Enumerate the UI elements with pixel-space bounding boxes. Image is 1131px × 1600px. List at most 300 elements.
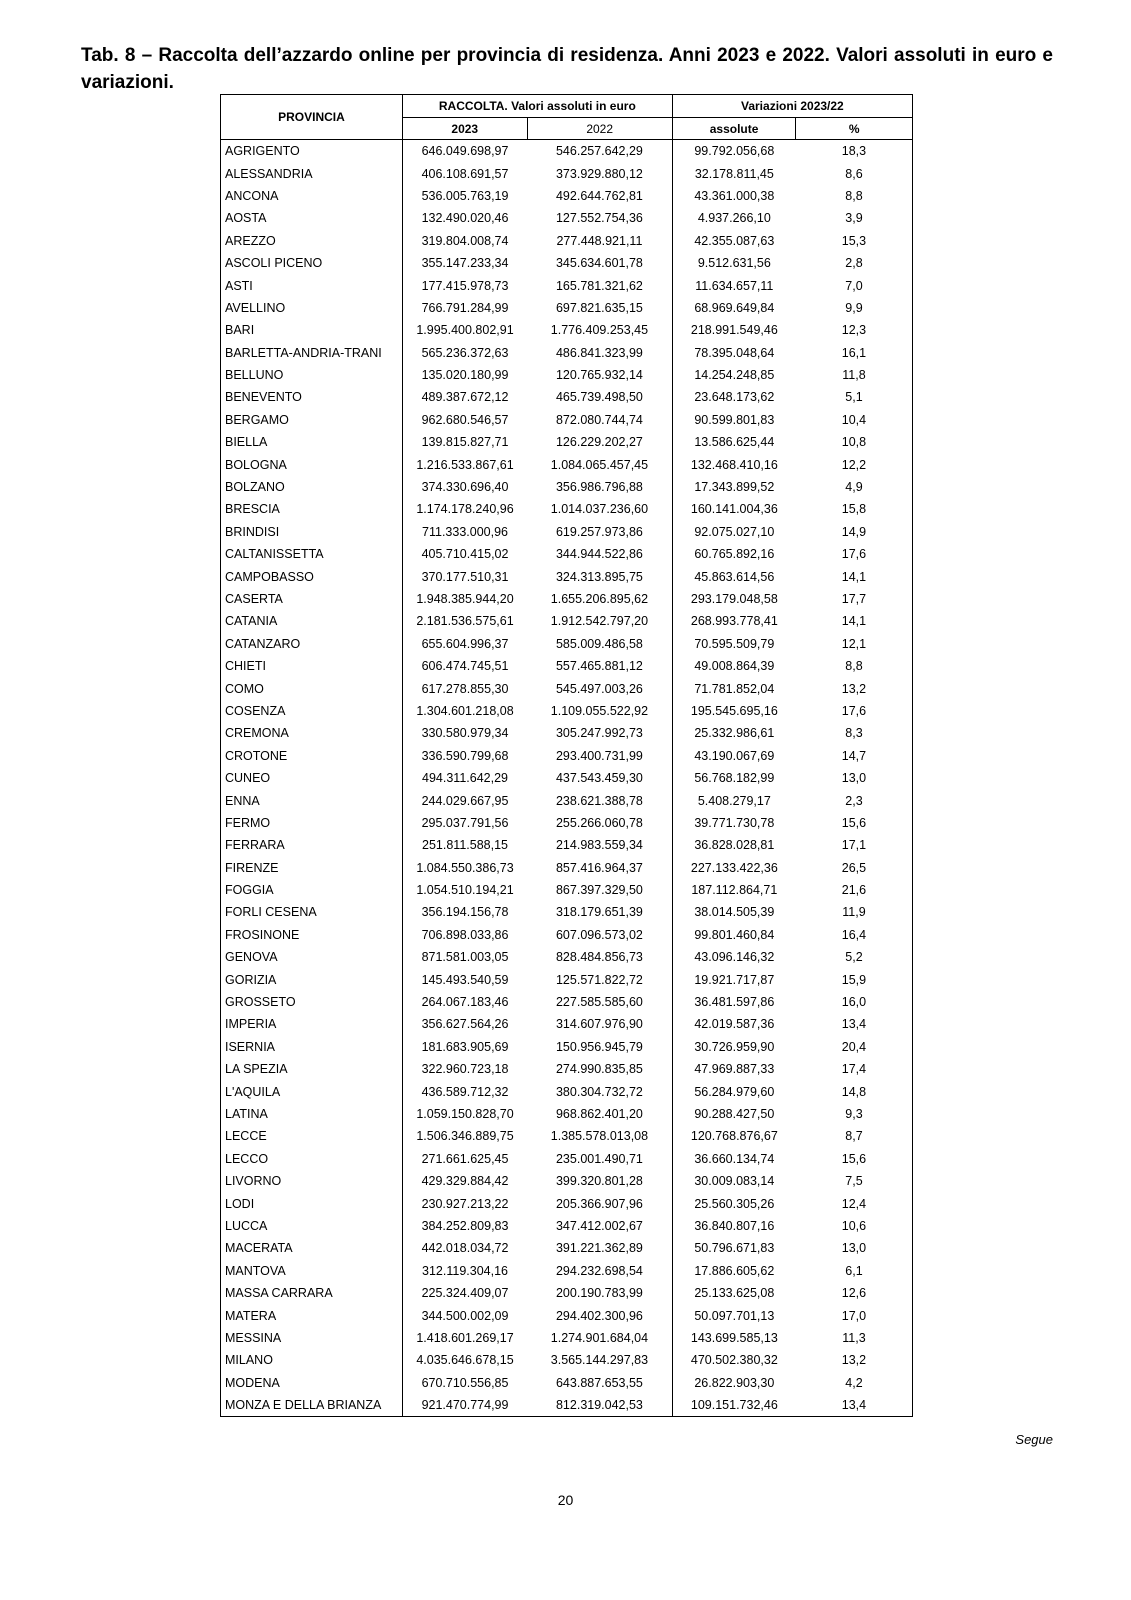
cell-raccolta-2023: 2.181.536.575,61: [416, 614, 514, 629]
table-row: [221, 1192, 913, 1214]
cell-raccolta-2023: 565.236.372,63: [421, 345, 509, 360]
cell-variazione-percent: 8,7: [796, 1125, 913, 1147]
table-row: [221, 1327, 913, 1349]
table-row: [221, 745, 913, 767]
cell-variazione-assoluta: 4.937.266,10: [697, 211, 771, 226]
cell-variazione-percent: 13,2: [796, 1349, 913, 1371]
cell-variazione-assoluta: 17.886.605,62: [694, 1263, 775, 1278]
cell-variazione-percent: 2,8: [796, 252, 913, 274]
cell-raccolta-2022: 1.014.037.236,60: [527, 498, 672, 520]
cell-raccolta-2022: 238.621.388,78: [527, 789, 672, 811]
cell-raccolta-2022: 294.402.300,96: [527, 1304, 672, 1326]
cell-variazione-percent: 3,9: [796, 207, 913, 229]
cell-raccolta-2022: 255.266.060,78: [527, 812, 672, 834]
table-row: [221, 565, 913, 587]
cell-variazione-assoluta: 187.112.864,71: [691, 883, 778, 898]
cell-provincia: LECCO: [221, 1148, 403, 1170]
cell-provincia: LIVORNO: [221, 1170, 403, 1192]
cell-provincia: AVELLINO: [221, 297, 403, 319]
table-row: [221, 812, 913, 834]
table-row: [221, 789, 913, 811]
cell-provincia: CROTONE: [221, 745, 403, 767]
header-percent: %: [796, 118, 913, 140]
table-row: [221, 924, 913, 946]
table-row: [221, 1260, 913, 1282]
cell-raccolta-2023: 442.018.034,72: [421, 1241, 509, 1256]
cell-raccolta-2022: 557.465.881,12: [527, 655, 672, 677]
cell-variazione-assoluta: 42.019.587,36: [694, 1017, 775, 1032]
cell-raccolta-2022: 607.096.573,02: [527, 924, 672, 946]
cell-variazione-assoluta: 39.771.730,78: [694, 815, 775, 830]
cell-raccolta-2022: 127.552.754,36: [527, 207, 672, 229]
header-raccolta: RACCOLTA. Valori assoluti in euro: [402, 95, 672, 118]
cell-variazione-assoluta: 60.765.892,16: [694, 547, 775, 562]
cell-variazione-percent: 14,9: [796, 521, 913, 543]
cell-raccolta-2022: 373.929.880,12: [527, 162, 672, 184]
cell-variazione-assoluta: 30.726.959,90: [694, 1039, 775, 1054]
cell-raccolta-2022: 545.497.003,26: [527, 677, 672, 699]
cell-variazione-assoluta: 227.133.422,36: [690, 860, 778, 875]
cell-raccolta-2023: 494.311.642,29: [422, 771, 508, 786]
table-title: Tab. 8 – Raccolta dell’azzardo online per provincia di residenza. Anni 2023 e 2022. Valori assoluti in euro e variazioni.: [81, 45, 1053, 93]
cell-variazione-assoluta: 109.151.732,46: [672, 1394, 796, 1417]
cell-raccolta-2022: 486.841.323,99: [527, 342, 672, 364]
cell-variazione-percent: 13,2: [796, 677, 913, 699]
cell-variazione-percent: 5,1: [796, 386, 913, 408]
cell-raccolta-2023: 655.604.996,37: [421, 636, 509, 651]
table-row: [221, 1215, 913, 1237]
cell-variazione-percent: 11,9: [796, 901, 913, 923]
cell-raccolta-2023: 384.252.809,83: [421, 1218, 509, 1233]
table-row: [221, 1036, 913, 1058]
cell-raccolta-2023: 139.815.827,71: [421, 435, 509, 450]
table-row: [221, 162, 913, 184]
cell-raccolta-2023: 617.278.855,30: [421, 681, 509, 696]
cell-raccolta-2022: 305.247.992,73: [527, 722, 672, 744]
table-row: [221, 1148, 913, 1170]
cell-variazione-percent: 4,2: [796, 1371, 913, 1393]
cell-variazione-assoluta: 99.801.460,84: [694, 927, 775, 942]
cell-provincia: LUCCA: [221, 1215, 403, 1237]
cell-variazione-percent: 26,5: [796, 857, 913, 879]
cell-provincia: GROSSETO: [221, 991, 403, 1013]
cell-variazione-percent: 15,8: [796, 498, 913, 520]
table-row: [221, 655, 913, 677]
cell-raccolta-2023: 489.387.672,12: [421, 390, 509, 405]
cell-provincia: GENOVA: [221, 946, 403, 968]
cell-variazione-assoluta: 11.634.657,11: [695, 278, 774, 293]
cell-provincia: BARLETTA-ANDRIA-TRANI: [221, 342, 403, 364]
cell-raccolta-2022: 585.009.486,58: [527, 633, 672, 655]
cell-raccolta-2022: 3.565.144.297,83: [527, 1349, 672, 1371]
table-row: [221, 364, 913, 386]
cell-raccolta-2023: 374.330.696,40: [421, 480, 509, 495]
cell-variazione-assoluta: 50.097.701,13: [694, 1308, 775, 1323]
cell-provincia: BENEVENTO: [221, 386, 403, 408]
table-row: [221, 1394, 913, 1417]
cell-raccolta-2022: 1.109.055.522,92: [527, 700, 672, 722]
cell-variazione-assoluta: 90.288.427,50: [694, 1106, 775, 1121]
cell-provincia: GORIZIA: [221, 968, 403, 990]
cell-variazione-assoluta: 36.481.597,86: [694, 995, 775, 1010]
table-row: [221, 700, 913, 722]
cell-variazione-assoluta: 195.545.695,16: [690, 703, 778, 718]
table-row: [221, 722, 913, 744]
cell-raccolta-2022: 126.229.202,27: [527, 431, 672, 453]
data-table: [220, 94, 913, 1417]
cell-raccolta-2023: 177.415.978,73: [421, 278, 509, 293]
cell-variazione-percent: 16,0: [796, 991, 913, 1013]
table-row: [221, 319, 913, 341]
table-row: [221, 207, 913, 229]
table-row: [221, 588, 913, 610]
cell-raccolta-2022: 391.221.362,89: [527, 1237, 672, 1259]
cell-raccolta-2022: 399.320.801,28: [527, 1170, 672, 1192]
table-row: [221, 1103, 913, 1125]
cell-raccolta-2022: 546.257.642,29: [527, 140, 672, 163]
cell-raccolta-2022: 345.634.601,78: [527, 252, 672, 274]
cell-provincia: CREMONA: [221, 722, 403, 744]
cell-raccolta-2023: 4.035.646.678,15: [416, 1353, 514, 1368]
cell-raccolta-2022: 1.385.578.013,08: [527, 1125, 672, 1147]
cell-raccolta-2023: 536.005.763,19: [421, 188, 509, 203]
cell-provincia: BELLUNO: [221, 364, 403, 386]
cell-variazione-percent: 13,4: [796, 1013, 913, 1035]
table-row: [221, 1349, 913, 1371]
cell-variazione-assoluta: 218.991.549,46: [690, 323, 778, 338]
cell-provincia: MASSA CARRARA: [221, 1282, 403, 1304]
cell-raccolta-2023: 406.108.691,57: [421, 166, 509, 181]
cell-raccolta-2022: 347.412.002,67: [527, 1215, 672, 1237]
cell-raccolta-2022: 293.400.731,99: [527, 745, 672, 767]
cell-variazione-assoluta: 160.141.004,36: [690, 502, 778, 517]
cell-variazione-assoluta: 99.792.056,68: [694, 144, 775, 159]
cell-provincia: AGRIGENTO: [221, 140, 403, 163]
cell-variazione-assoluta: 42.355.087,63: [694, 233, 775, 248]
cell-variazione-assoluta: 36.840.807,16: [694, 1218, 775, 1233]
cell-raccolta-2023: 921.470.774,99: [402, 1394, 527, 1417]
cell-provincia: AOSTA: [221, 207, 403, 229]
cell-raccolta-2022: 235.001.490,71: [527, 1148, 672, 1170]
cell-raccolta-2022: 200.190.783,99: [527, 1282, 672, 1304]
cell-variazione-percent: 11,8: [796, 364, 913, 386]
cell-provincia: BERGAMO: [221, 409, 403, 431]
cell-variazione-percent: 13,0: [796, 1237, 913, 1259]
cell-raccolta-2023: 1.084.550.386,73: [416, 860, 514, 875]
cell-variazione-percent: 18,3: [796, 140, 913, 163]
cell-variazione-assoluta: 38.014.505,39: [694, 905, 775, 920]
cell-provincia: MODENA: [221, 1371, 403, 1393]
cell-variazione-assoluta: 5.408.279,17: [697, 793, 771, 808]
cell-provincia: BOLZANO: [221, 476, 403, 498]
cell-variazione-percent: 7,0: [796, 274, 913, 296]
table-row: [221, 767, 913, 789]
cell-provincia: L'AQUILA: [221, 1080, 403, 1102]
cell-raccolta-2022: 214.983.559,34: [527, 834, 672, 856]
cell-variazione-assoluta: 56.768.182,99: [694, 771, 775, 786]
cell-variazione-assoluta: 23.648.173,62: [694, 390, 775, 405]
cell-provincia: ANCONA: [221, 185, 403, 207]
cell-raccolta-2022: 150.956.945,79: [527, 1036, 672, 1058]
cell-raccolta-2023: 181.683.905,69: [421, 1039, 509, 1054]
table-row: [221, 431, 913, 453]
header-2022: 2022: [527, 118, 672, 140]
cell-variazione-percent: 2,3: [796, 789, 913, 811]
table-row: [221, 1371, 913, 1393]
cell-provincia: ISERNIA: [221, 1036, 403, 1058]
cell-raccolta-2023: 429.329.884,42: [421, 1174, 509, 1189]
cell-raccolta-2023: 706.898.033,86: [421, 927, 509, 942]
table-body: [221, 140, 913, 1417]
cell-variazione-percent: 8,8: [796, 655, 913, 677]
table-row: [221, 386, 913, 408]
cell-variazione-percent: 21,6: [796, 879, 913, 901]
cell-raccolta-2023: 606.474.745,51: [421, 659, 509, 674]
header-variazioni: Variazioni 2023/22: [672, 95, 912, 118]
table-row: [221, 140, 913, 163]
table-row: [221, 677, 913, 699]
table-row: [221, 991, 913, 1013]
table-row: [221, 1058, 913, 1080]
cell-raccolta-2023: 1.995.400.802,91: [416, 323, 514, 338]
cell-provincia: BARI: [221, 319, 403, 341]
cell-raccolta-2022: 205.366.907,96: [527, 1192, 672, 1214]
cell-raccolta-2022: 165.781.321,62: [527, 274, 672, 296]
cell-raccolta-2023: 1.059.150.828,70: [416, 1106, 514, 1121]
cell-raccolta-2023: 295.037.791,56: [421, 815, 509, 830]
table-row: [221, 543, 913, 565]
cell-variazione-percent: 17,0: [796, 1304, 913, 1326]
cell-raccolta-2022: 1.912.542.797,20: [527, 610, 672, 632]
cell-variazione-assoluta: 90.599.801,83: [694, 412, 775, 427]
cell-variazione-assoluta: 30.009.083,14: [694, 1174, 775, 1189]
cell-variazione-assoluta: 13.586.625,44: [694, 435, 775, 450]
cell-raccolta-2022: 314.607.976,90: [527, 1013, 672, 1035]
cell-variazione-percent: 8,6: [796, 162, 913, 184]
cell-raccolta-2023: 264.067.183,46: [421, 995, 509, 1010]
cell-provincia: CUNEO: [221, 767, 403, 789]
cell-provincia: BIELLA: [221, 431, 403, 453]
table-row: [221, 297, 913, 319]
cell-provincia: FIRENZE: [221, 857, 403, 879]
cell-raccolta-2023: 330.580.979,34: [421, 726, 509, 741]
cell-variazione-assoluta: 470.502.380,32: [690, 1353, 778, 1368]
cell-variazione-percent: 13,4: [796, 1394, 913, 1417]
table-row: [221, 185, 913, 207]
cell-provincia: LATINA: [221, 1103, 403, 1125]
cell-raccolta-2022: 1.655.206.895,62: [527, 588, 672, 610]
cell-provincia: BRINDISI: [221, 521, 403, 543]
cell-variazione-assoluta: 293.179.048,58: [690, 592, 778, 606]
cell-raccolta-2023: 1.304.601.218,08: [416, 703, 514, 718]
cell-provincia: COSENZA: [221, 700, 403, 722]
cell-variazione-percent: 12,4: [796, 1192, 913, 1214]
cell-raccolta-2022: 1.084.065.457,45: [527, 453, 672, 475]
cell-variazione-assoluta: 25.332.986,61: [694, 726, 775, 741]
cell-variazione-assoluta: 132.468.410,16: [690, 457, 778, 472]
cell-provincia: MACERATA: [221, 1237, 403, 1259]
cell-provincia: ASTI: [221, 274, 403, 296]
table-row: [221, 879, 913, 901]
cell-provincia: ENNA: [221, 789, 403, 811]
cell-raccolta-2023: 355.147.233,34: [421, 256, 509, 271]
cell-raccolta-2022: 274.990.835,85: [527, 1058, 672, 1080]
cell-raccolta-2022: 812.319.042,53: [527, 1394, 672, 1417]
cell-variazione-assoluta: 43.190.067,69: [694, 748, 775, 763]
cell-variazione-percent: 9,3: [796, 1103, 913, 1125]
cell-raccolta-2023: 312.119.304,16: [422, 1263, 508, 1278]
table-row: [221, 409, 913, 431]
cell-raccolta-2023: 370.177.510,31: [421, 569, 509, 584]
table-row: [221, 857, 913, 879]
cell-raccolta-2023: 244.029.667,95: [421, 793, 509, 808]
table-row: [221, 476, 913, 498]
cell-provincia: MILANO: [221, 1349, 403, 1371]
cell-variazione-assoluta: 47.969.887,33: [694, 1062, 775, 1077]
cell-raccolta-2022: 318.179.651,39: [527, 901, 672, 923]
cell-variazione-assoluta: 36.660.134,74: [694, 1151, 775, 1166]
cell-provincia: LODI: [221, 1192, 403, 1214]
cell-raccolta-2023: 1.418.601.269,17: [416, 1330, 514, 1345]
table-row: [221, 610, 913, 632]
cell-raccolta-2023: 230.927.213,22: [421, 1196, 509, 1211]
cell-raccolta-2023: 225.324.409,07: [421, 1286, 509, 1301]
cell-provincia: CASERTA: [221, 588, 403, 610]
cell-raccolta-2023: 1.174.178.240,96: [416, 502, 514, 517]
cell-variazione-assoluta: 19.921.717,87: [694, 972, 775, 987]
cell-variazione-percent: 14,1: [796, 565, 913, 587]
cell-provincia: LA SPEZIA: [221, 1058, 403, 1080]
cell-raccolta-2022: 872.080.744,74: [527, 409, 672, 431]
cell-raccolta-2022: 857.416.964,37: [527, 857, 672, 879]
cell-variazione-percent: 15,6: [796, 812, 913, 834]
cell-raccolta-2022: 277.448.921,11: [527, 230, 672, 252]
cell-variazione-percent: 10,6: [796, 1215, 913, 1237]
cell-variazione-assoluta: 14.254.248,85: [694, 368, 775, 383]
cell-raccolta-2022: 227.585.585,60: [527, 991, 672, 1013]
cell-variazione-percent: 12,2: [796, 453, 913, 475]
cell-variazione-percent: 6,1: [796, 1260, 913, 1282]
cell-provincia: BOLOGNA: [221, 453, 403, 475]
cell-variazione-percent: 8,8: [796, 185, 913, 207]
cell-variazione-percent: 14,7: [796, 745, 913, 767]
cell-raccolta-2022: 344.944.522,86: [527, 543, 672, 565]
table-row: [221, 342, 913, 364]
cell-variazione-assoluta: 49.008.864,39: [694, 659, 775, 674]
cell-variazione-percent: 15,6: [796, 1148, 913, 1170]
table-row: [221, 1080, 913, 1102]
cell-raccolta-2023: 271.661.625,45: [421, 1151, 509, 1166]
cell-raccolta-2022: 867.397.329,50: [527, 879, 672, 901]
page-number: 20: [557, 1492, 574, 1508]
cell-raccolta-2022: 324.313.895,75: [527, 565, 672, 587]
table-row: [221, 1170, 913, 1192]
cell-variazione-percent: 8,3: [796, 722, 913, 744]
cell-raccolta-2023: 319.804.008,74: [421, 233, 509, 248]
cell-variazione-assoluta: 68.969.649,84: [694, 300, 775, 315]
cell-variazione-percent: 11,3: [796, 1327, 913, 1349]
cell-raccolta-2023: 1.216.533.867,61: [416, 457, 514, 472]
cell-variazione-assoluta: 143.699.585,13: [690, 1330, 778, 1345]
cell-provincia: COMO: [221, 677, 403, 699]
cell-raccolta-2023: 1.054.510.194,21: [416, 883, 514, 898]
cell-variazione-assoluta: 36.828.028,81: [694, 838, 775, 853]
cell-raccolta-2023: 132.490.020,46: [421, 211, 509, 226]
table-row: [221, 1013, 913, 1035]
cell-provincia: CALTANISSETTA: [221, 543, 403, 565]
cell-raccolta-2023: 711.333.000,96: [422, 524, 508, 539]
table-row: [221, 1237, 913, 1259]
cell-provincia: CATANIA: [221, 610, 403, 632]
cell-raccolta-2023: 145.493.540,59: [421, 972, 509, 987]
table-row: [221, 252, 913, 274]
cell-raccolta-2023: 766.791.284,99: [421, 300, 509, 315]
cell-raccolta-2023: 344.500.002,09: [421, 1308, 509, 1323]
cell-variazione-assoluta: 78.395.048,64: [694, 345, 775, 360]
cell-raccolta-2022: 294.232.698,54: [527, 1260, 672, 1282]
table-row: [221, 230, 913, 252]
cell-raccolta-2022: 120.765.932,14: [527, 364, 672, 386]
cell-raccolta-2022: 1.776.409.253,45: [527, 319, 672, 341]
cell-variazione-assoluta: 268.993.778,41: [690, 614, 778, 629]
table-row: [221, 1304, 913, 1326]
cell-raccolta-2023: 962.680.546,57: [421, 412, 509, 427]
cell-raccolta-2023: 405.710.415,02: [421, 547, 509, 562]
cell-variazione-assoluta: 56.284.979,60: [694, 1084, 775, 1099]
cell-raccolta-2023: 336.590.799,68: [421, 748, 509, 763]
cell-provincia: CAMPOBASSO: [221, 565, 403, 587]
table-row: [221, 968, 913, 990]
cell-raccolta-2023: 1.506.346.889,75: [416, 1129, 514, 1144]
cell-variazione-percent: 5,2: [796, 946, 913, 968]
cell-provincia: CATANZARO: [221, 633, 403, 655]
cell-raccolta-2022: 380.304.732,72: [527, 1080, 672, 1102]
cell-raccolta-2022: 828.484.856,73: [527, 946, 672, 968]
cell-provincia: BRESCIA: [221, 498, 403, 520]
cell-variazione-assoluta: 9.512.631,56: [697, 256, 771, 271]
cell-variazione-percent: 13,0: [796, 767, 913, 789]
cell-variazione-percent: 16,1: [796, 342, 913, 364]
cell-variazione-percent: 9,9: [796, 297, 913, 319]
cell-variazione-assoluta: 70.595.509,79: [694, 636, 775, 651]
cell-variazione-percent: 15,9: [796, 968, 913, 990]
cell-variazione-assoluta: 50.796.671,83: [694, 1241, 775, 1256]
cell-raccolta-2023: 1.948.385.944,20: [416, 592, 514, 606]
table-row: [221, 901, 913, 923]
cell-variazione-percent: 14,8: [796, 1080, 913, 1102]
cell-variazione-assoluta: 43.096.146,32: [694, 950, 775, 965]
cell-variazione-assoluta: 45.863.614,56: [694, 569, 775, 584]
table-row: [221, 1125, 913, 1147]
cell-variazione-assoluta: 32.178.811,45: [694, 166, 774, 181]
cell-provincia: MONZA E DELLA BRIANZA: [221, 1394, 403, 1417]
table-row: [221, 453, 913, 475]
cell-raccolta-2023: 436.589.712,32: [421, 1084, 509, 1099]
cell-raccolta-2023: 356.194.156,78: [421, 905, 509, 920]
cell-variazione-percent: 17,6: [796, 700, 913, 722]
table-row: [221, 1282, 913, 1304]
cell-raccolta-2023: 356.627.564,26: [421, 1017, 509, 1032]
cell-variazione-assoluta: 25.133.625,08: [694, 1286, 775, 1301]
cell-variazione-percent: 17,6: [796, 543, 913, 565]
cell-raccolta-2023: 646.049.698,97: [421, 144, 509, 159]
cell-variazione-percent: 4,9: [796, 476, 913, 498]
cell-variazione-percent: 12,1: [796, 633, 913, 655]
cell-raccolta-2022: 125.571.822,72: [527, 968, 672, 990]
cell-variazione-percent: 20,4: [796, 1036, 913, 1058]
cell-raccolta-2023: 135.020.180,99: [421, 368, 509, 383]
cell-variazione-assoluta: 25.560.305,26: [694, 1196, 775, 1211]
